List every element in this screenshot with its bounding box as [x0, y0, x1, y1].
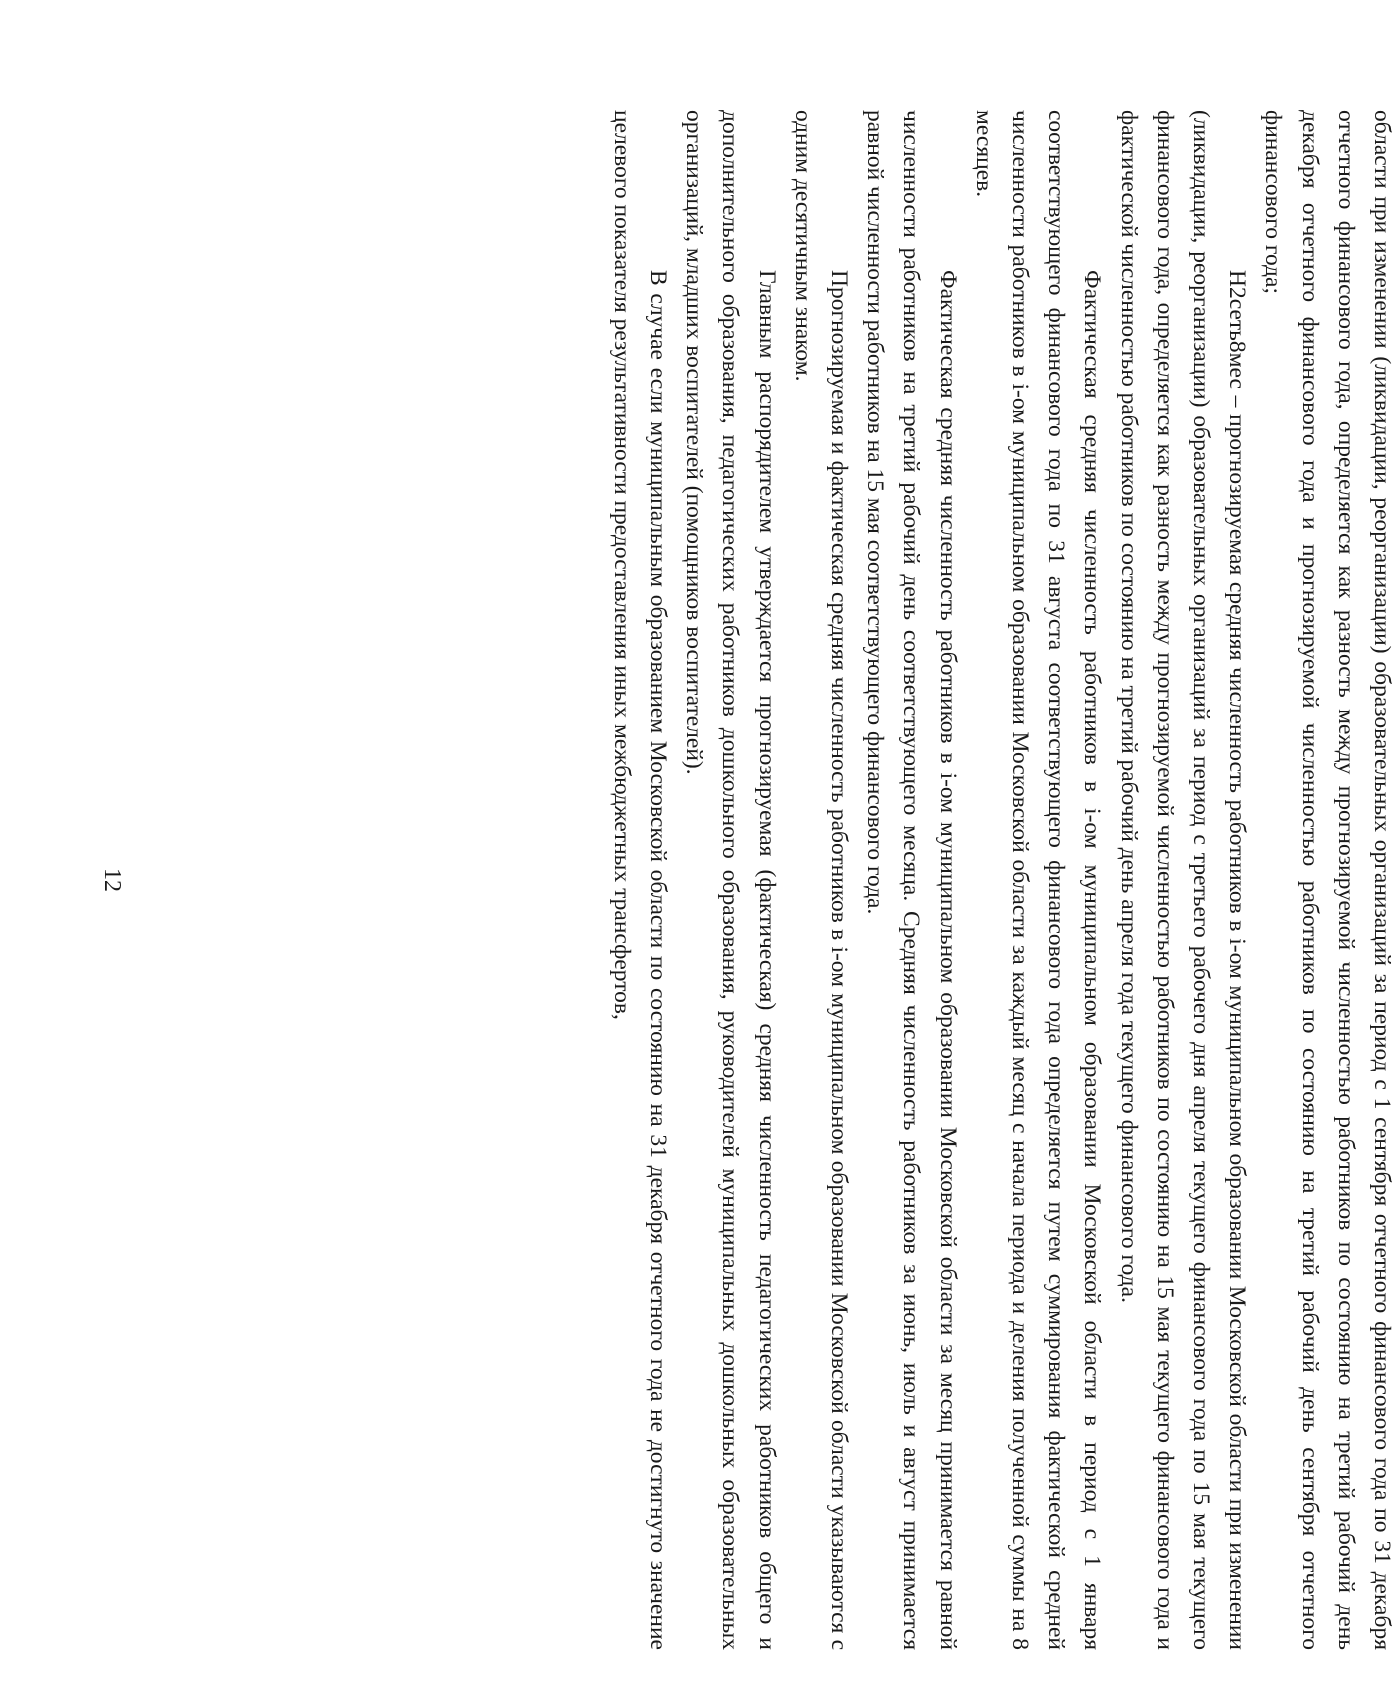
rotated-content — [99, 110, 1400, 1650]
paragraph-7: В случае если муниципальным образованием Московской области по состоянию на 31 декабря отчетного года не достигнуто значение целевого показателя результативности предоставления иных межбюджетных трансфертов, — [608, 110, 671, 1650]
paragraph-5: Прогнозируемая и фактическая средняя численность работников в i-ом муниципальном образовании Московской области указываются с одним десятичным знаком. — [789, 110, 852, 1650]
paragraph-4: Фактическая средняя численность работников в i-ом муниципальном образовании Московской области за месяц принимается равной численности работников на третий рабочий день соответствующего месяца. Средняя численность работников за июнь, июль и август принимается равной численности работников на 15 мая соответствующего финансового года. — [862, 110, 961, 1650]
paragraph-1: области при изменении (ликвидации, реорганизации) образовательных организаций за период с 1 сентября отчетного финансового года по 31 декабря отчетного финансового года, определяется как разность между прогнозируемой численностью работников по состоянию на третий рабочий день декабря отчетного финансового года и прогнозируемой численностью работников по состоянию на третий рабочий день сентября отчетного финансового года; — [1260, 110, 1395, 1650]
paragraph-6: Главным распорядителем утверждается прогнозируемая (фактическая) средняя численность педагогических работников общего и дополнительного образования, педагогических работников дошкольного образования, руководителей муниципальных дошкольных образовательных организаций, младших воспитателей (помощников воспитателей). — [681, 110, 780, 1650]
paragraph-3: Фактическая средняя численность работников в i-ом муниципальном образовании Московской области в период с 1 января соответствующего финансового года по 31 августа соответствующего финансового года определяется путем суммирования фактической средней численности работников в i-ом муниципальном образовании Московской области за каждый месяц с начала периода и деления полученной суммы на 8 месяцев. — [970, 110, 1106, 1650]
paragraph-2: Н2сеть8мес – прогнозируемая средняя численность работников в i-ом муниципальном образовании Московской области при изменении (ликвидации, реорганизации) образовательных организаций за период с третьего рабочего дня апреля текущего финансового года по 15 мая текущего финансового года, определяется как разность между прогнозируемой численностью работников по состоянию на 15 мая текущего финансового года и фактической численностью работников по состоянию на третий рабочий день апреля года текущего финансового года. — [1115, 110, 1251, 1650]
page-number: 12 — [99, 868, 125, 892]
body-text — [604, 110, 1400, 1650]
